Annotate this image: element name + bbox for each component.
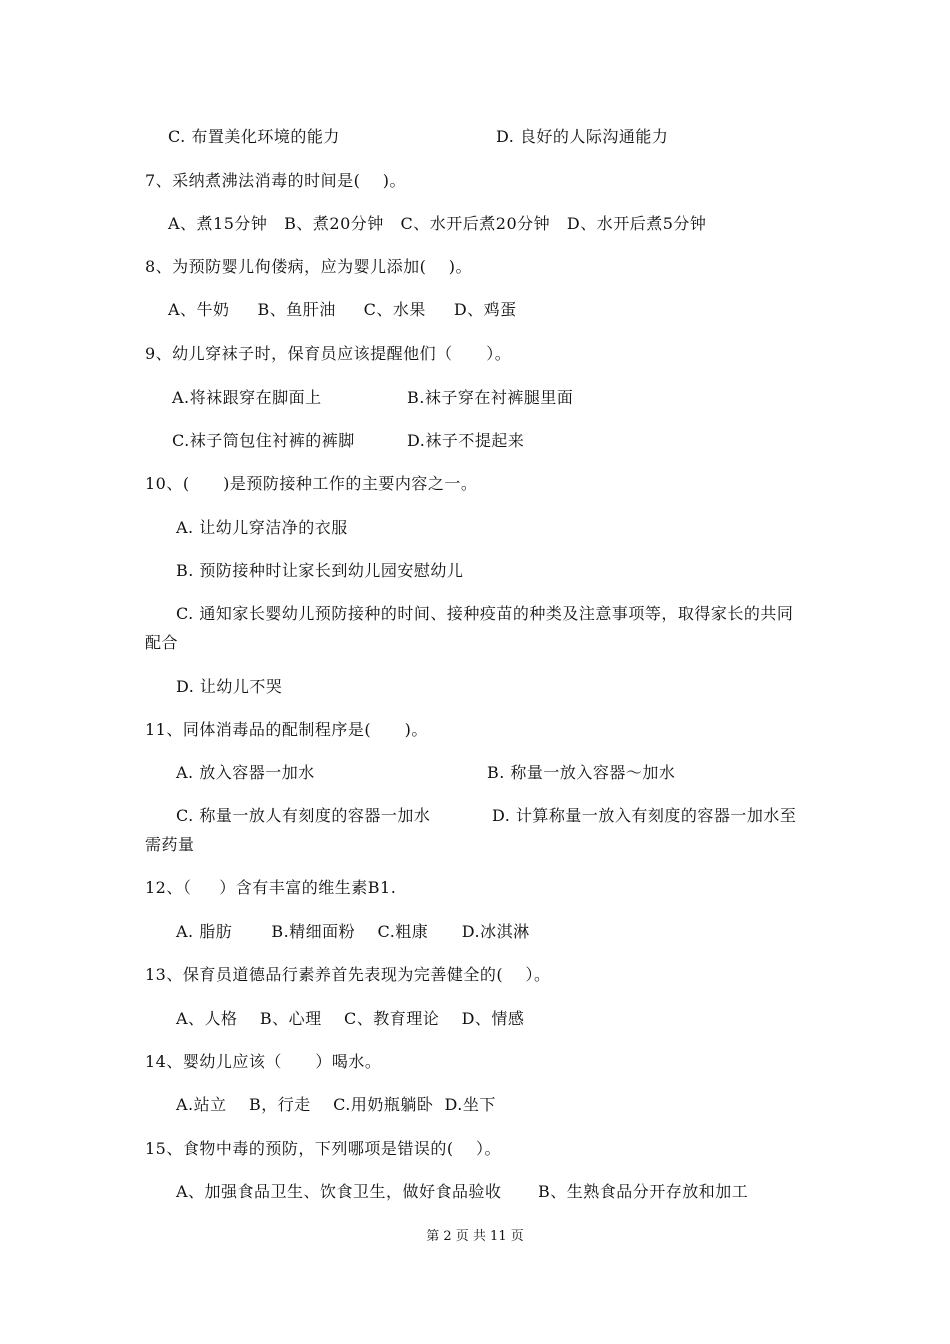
question-9-option-b: B.袜子穿在衬裤腿里面: [407, 388, 574, 407]
question-7: 7、采纳煮沸法消毒的时间是( )。: [145, 171, 407, 190]
question-12-options: A. 脂肪 B.精细面粉 C.粗康 D.冰淇淋: [176, 922, 530, 941]
question-13: 13、保育员道德品行素养首先表现为完善健全的( ）。: [145, 965, 551, 984]
page-number-footer: 第 2 页 共 11 页: [426, 1229, 524, 1244]
question-10-option-b: B. 预防接种时让家长到幼儿园安慰幼儿: [176, 561, 464, 580]
question-9-option-a: A.将袜跟穿在脚面上: [172, 388, 322, 407]
question-14: 14、婴幼儿应该（ ）喝水。: [145, 1052, 382, 1071]
question-15-option-a: A、加强食品卫生、饮食卫生，做好食品验收: [176, 1182, 502, 1201]
question-11-option-c: C. 称量一放人有刻度的容器一加水: [176, 806, 431, 825]
question-9: 9、幼儿穿袜子时，保育员应该提醒他们（ ）。: [145, 344, 512, 363]
question-14-options: A.站立 B，行走 C.用奶瓶躺卧 D.坐下: [176, 1095, 496, 1114]
option-c: C. 布置美化环境的能力: [168, 127, 340, 146]
question-8-options: A、牛奶 B、鱼肝油 C、水果 D、鸡蛋: [168, 300, 517, 319]
question-15: 15、食物中毒的预防，下列哪项是错误的( ）。: [145, 1139, 501, 1158]
question-15-option-b: B、生熟食品分开存放和加工: [538, 1182, 749, 1201]
question-7-options: A、煮15分钟 B、煮20分钟 C、水开后煮20分钟 D、水开后煮5分钟: [168, 214, 707, 233]
question-10-option-a: A. 让幼儿穿洁净的衣服: [176, 518, 348, 537]
question-10-option-c-continued: 配合: [145, 633, 179, 652]
question-13-options: A、人格 B、心理 C、教育理论 D、情感: [176, 1009, 525, 1028]
question-11-option-a: A. 放入容器一加水: [176, 763, 315, 782]
question-11: 11、同体消毒品的配制程序是( )。: [145, 720, 428, 739]
question-10-option-c: C. 通知家长婴幼儿预防接种的时间、接种疫苗的种类及注意事项等，取得家长的共同: [176, 604, 794, 623]
question-11-option-b: B. 称量一放入容器～加水: [487, 763, 676, 782]
question-10: 10、( )是预防接种工作的主要内容之一。: [145, 474, 478, 493]
option-d: D. 良好的人际沟通能力: [496, 127, 669, 146]
question-10-option-d: D. 让幼儿不哭: [176, 677, 283, 696]
question-9-option-d: D.袜子不提起来: [407, 431, 525, 450]
question-12: 12、（ ）含有丰富的维生素B1.: [145, 878, 397, 897]
question-9-option-c: C.袜子筒包住衬裤的裤脚: [172, 431, 355, 450]
question-11-option-d-continued: 需药量: [145, 835, 195, 854]
question-8: 8、为预防婴儿佝偻病，应为婴儿添加( )。: [145, 257, 473, 276]
question-11-option-d: D. 计算称量一放入有刻度的容器一加水至: [492, 806, 797, 825]
